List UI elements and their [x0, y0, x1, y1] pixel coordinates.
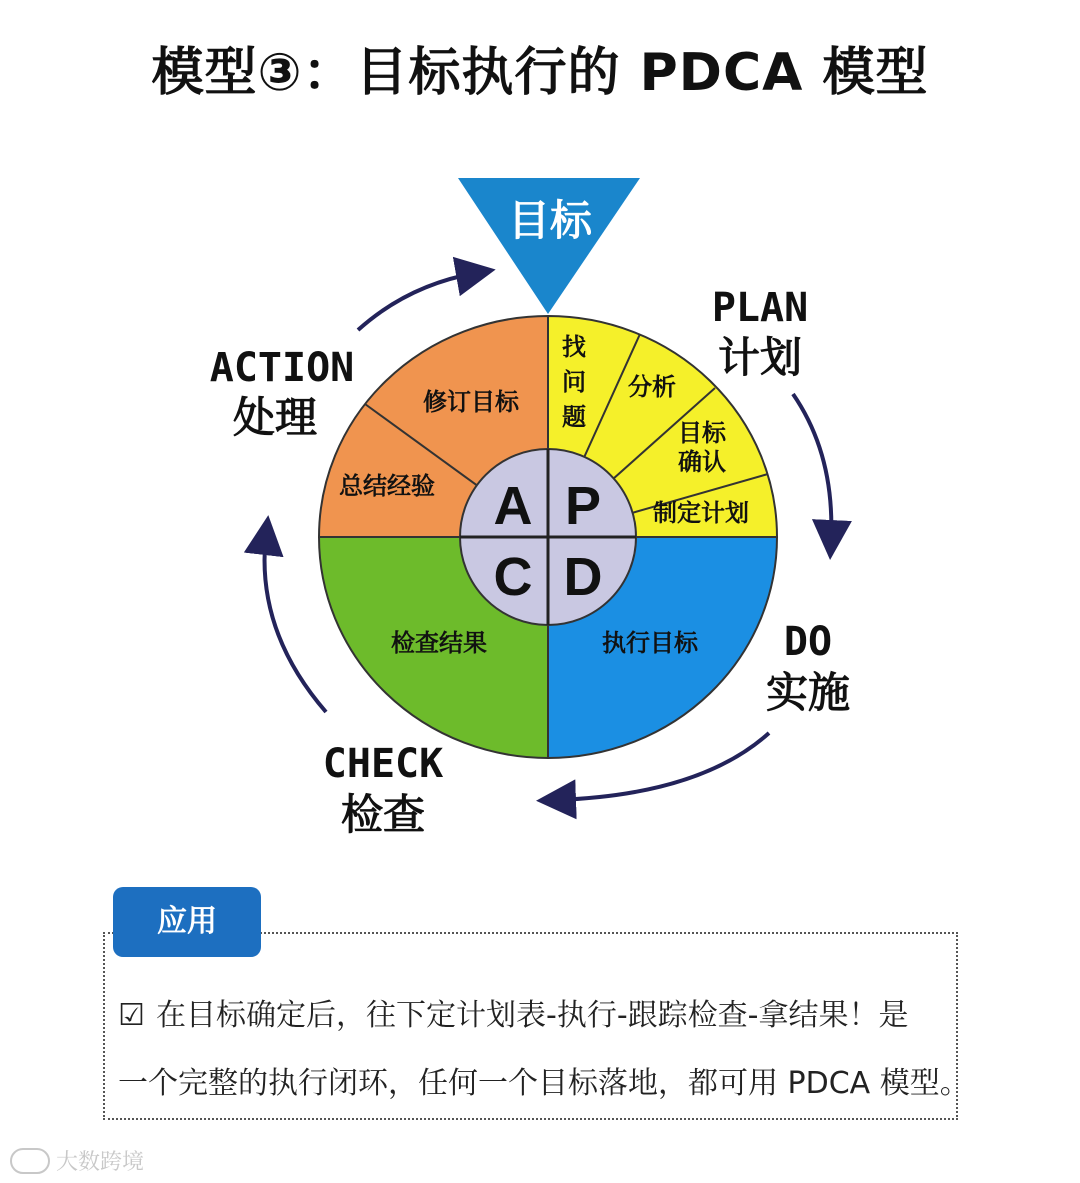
- check-stage-zh: 检查: [340, 790, 426, 839]
- plan-stage-zh: 计划: [717, 333, 803, 382]
- page-title: 模型③：目标执行的 PDCA 模型: [151, 43, 929, 103]
- center-letter-d: D: [563, 547, 603, 607]
- action-segment-summarize: 总结经验: [339, 472, 435, 500]
- pdca-diagram: [0, 150, 1080, 870]
- goal-label: 目标: [507, 196, 593, 245]
- center-letter-p: P: [564, 476, 602, 536]
- application-text-1: 在目标确定后，往下定计划表-执行-跟踪检查-拿结果！是: [156, 998, 909, 1033]
- center-letter-a: A: [493, 476, 533, 536]
- action-segment-revise-goal: 修订目标: [423, 388, 519, 416]
- arrow-plan-to-do: [793, 394, 831, 540]
- do-stage-en: DO: [783, 619, 833, 665]
- do-segment-execute: 执行目标: [602, 629, 698, 657]
- plan-segment-goal-confirm: 目标 确认: [678, 419, 726, 476]
- plan-segment-analysis: 分析: [628, 373, 676, 401]
- application-text-2: 一个完整的执行闭环，任何一个目标落地，都可用 PDCA 模型。: [118, 1066, 970, 1101]
- action-stage-zh: 处理: [232, 393, 318, 442]
- plan-stage-en: PLAN: [711, 285, 809, 331]
- arrow-check-to-action: [265, 535, 326, 712]
- plan-segment-find-problem: 找 问 题: [562, 333, 586, 431]
- do-stage-zh: 实施: [765, 668, 851, 717]
- plan-segment-make-plan: 制定计划: [653, 499, 749, 527]
- check-stage-en: CHECK: [322, 741, 444, 787]
- watermark-logo-icon: [10, 1148, 50, 1174]
- center-letter-c: C: [493, 547, 533, 607]
- application-line-1: [118, 990, 908, 1034]
- checkbox-icon: ☑: [118, 998, 145, 1033]
- watermark-text: 大数跨境: [56, 1150, 145, 1175]
- action-stage-en: ACTION: [209, 345, 355, 391]
- check-segment-review: 检查结果: [391, 629, 487, 657]
- watermark: [10, 1145, 144, 1176]
- application-tab: 应用: [113, 887, 261, 957]
- arrow-action-to-goal: [358, 273, 476, 330]
